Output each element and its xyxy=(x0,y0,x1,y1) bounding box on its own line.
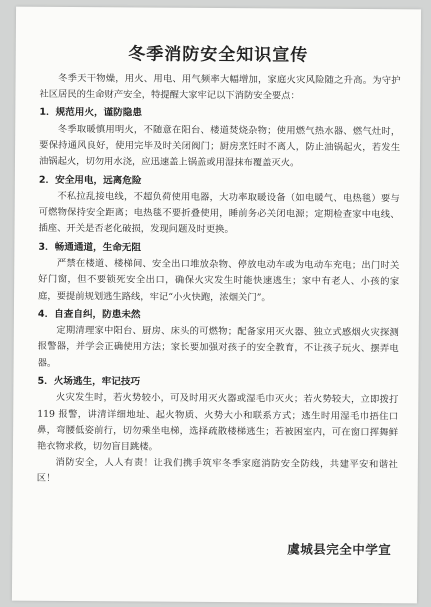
section-heading: 5．火场逃生，牢记技巧 xyxy=(37,375,141,388)
document-title: 冬季消防安全知识宣传 xyxy=(128,44,309,66)
document-page xyxy=(12,7,421,604)
section-body: 严禁在楼道、楼梯间、安全出口堆放杂物、停放电动车或为电动车充电；出门时关好门窗，但不要锁死安全出口，确保火灾发生时能快速逃生；家中有老人、小孩的家庭，要提前规划逃生路线，牢记“小火快跑，浓烟关门”。 xyxy=(38,258,400,303)
closing-paragraph: 消防安全，人人有责！让我们携手筑牢冬季家庭消防安全防线，共建平安和谐社区！ xyxy=(36,457,398,485)
section-heading: 3．畅通通道，生命无阻 xyxy=(38,241,142,254)
section-heading: 1．规范用火，谨防隐患 xyxy=(39,107,142,119)
section-heading: 2．安全用电，远离危险 xyxy=(38,174,142,186)
section-body: 冬季取暖慎用明火，不随意在阳台、楼道焚烧杂物；使用燃气热水器、燃气灶时，要保持通风良好，使用完毕及时关闭阀门；厨房烹饪时不离人，防止油锅起火，若发生油锅起火，切勿用水浇，应迅速盖上锅盖或用湿抹布覆盖灭火。 xyxy=(38,123,401,169)
document-body xyxy=(37,71,401,490)
section-body: 火灾发生时，若火势较小，可及时用灭火器或湿毛巾灭火；若火势较大，立即拨打 119 报警，讲清详细地址、起火物质、火势大小和联系方式；逃生时用湿毛巾捂住口鼻，弯腰低姿前行，切勿乘坐电梯，选择疏散楼梯逃生；若被困室内，可在窗口挥舞鲜艳衣物求救，切勿盲目跳楼。 xyxy=(36,392,399,453)
signature: 虞城县完全中学宣 xyxy=(287,541,392,558)
section-body: 不私拉乱接电线，不超负荷使用电器，大功率取暖设备（如电暖气、电热毯）要与可燃物保持安全距离；电热毯不要折叠使用，睡前务必关闭电源；定期检查家中电线、插座、开关是否老化破损，发现问题及时更换。 xyxy=(38,190,400,236)
section-body: 定期清理家中阳台、厨房、床头的可燃物；配备家用灭火器、独立式感烟火灾探测报警器，并学会正确使用方法；家长要加强对孩子的安全教育，不让孩子玩火、摆弄电器。 xyxy=(37,325,399,369)
intro-paragraph: 冬季天干物燥，用火、用电、用气频率大幅增加，家庭火灾风险随之升高。为守护社区居民的生命财产安全，特提醒大家牢记以下消防安全要点： xyxy=(39,72,401,102)
section-heading: 4．自查自纠，防患未然 xyxy=(37,308,141,321)
